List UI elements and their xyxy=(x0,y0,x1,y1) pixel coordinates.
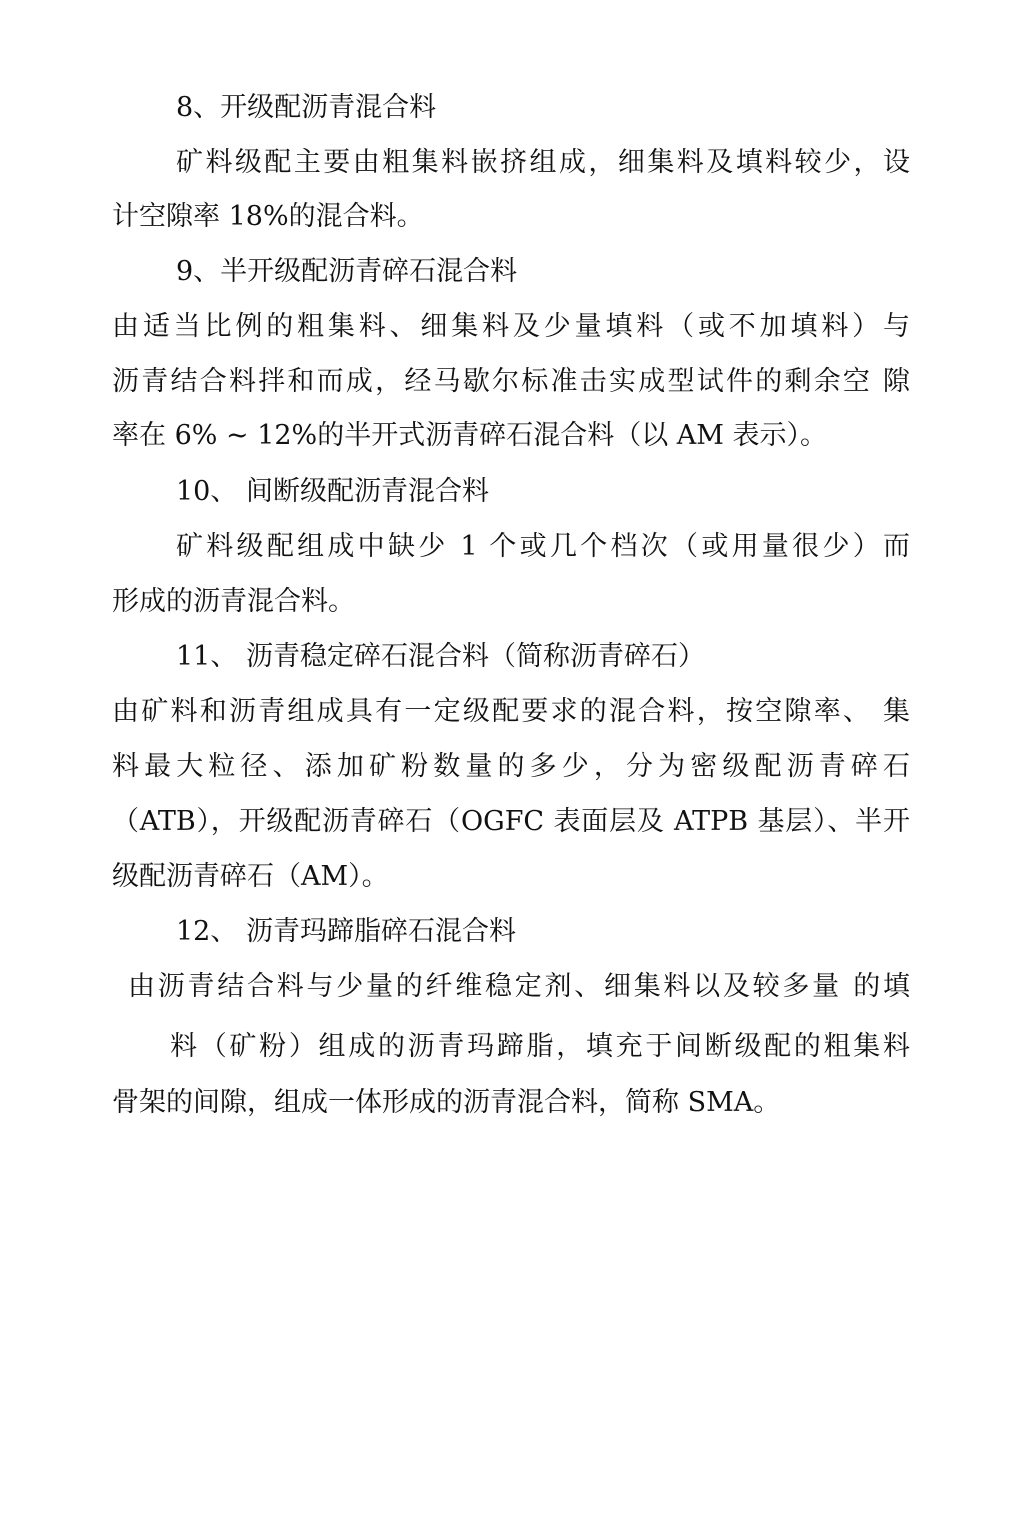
section-10-line-2: 形成的沥青混合料。 xyxy=(112,586,355,617)
section-heading-9: 9、半开级配沥青碎石混合料 xyxy=(176,256,518,287)
section-heading-12: 12、 沥青玛蹄脂碎石混合料 xyxy=(176,916,516,947)
section-11-line-1: 由矿料和沥青组成具有一定级配要求的混合料，按空隙率、 集 xyxy=(112,696,910,727)
section-9-line-3: 率在 6% ~ 12%的半开式沥青碎石混合料（以 AM 表示）。 xyxy=(112,420,828,451)
section-heading-8: 8、开级配沥青混合料 xyxy=(176,92,437,123)
section-heading-10: 10、 间断级配沥青混合料 xyxy=(176,476,489,507)
section-12-line-1: 由沥青结合料与少量的纤维稳定剂、细集料以及较多量 的填 xyxy=(128,971,910,1002)
section-heading-11: 11、 沥青稳定碎石混合料（简称沥青碎石） xyxy=(176,641,705,672)
section-11-line-2: 料最大粒径、添加矿粉数量的多少，分为密级配沥青碎石 xyxy=(112,751,910,782)
section-10-line-1: 矿料级配组成中缺少 1 个或几个档次（或用量很少）而 xyxy=(176,531,910,562)
section-12-line-3: 骨架的间隙，组成一体形成的沥青混合料，简称 SMA。 xyxy=(112,1087,781,1118)
section-12-line-2: 料（矿粉）组成的沥青玛蹄脂，填充于间断级配的粗集料 xyxy=(170,1031,910,1062)
section-11-line-4: 级配沥青碎石（AM）。 xyxy=(112,861,389,892)
section-8-line-2: 计空隙率 18%的混合料。 xyxy=(112,201,424,232)
section-9-line-1: 由适当比例的粗集料、细集料及少量填料（或不加填料）与 xyxy=(112,311,910,342)
section-8-line-1: 矿料级配主要由粗集料嵌挤组成，细集料及填料较少，设 xyxy=(176,147,910,178)
section-11-line-3: （ATB），开级配沥青碎石（OGFC 表面层及 ATPB 基层）、半开 xyxy=(112,806,910,837)
section-9-line-2: 沥青结合料拌和而成，经马歇尔标准击实成型试件的剩余空 隙 xyxy=(112,366,910,397)
